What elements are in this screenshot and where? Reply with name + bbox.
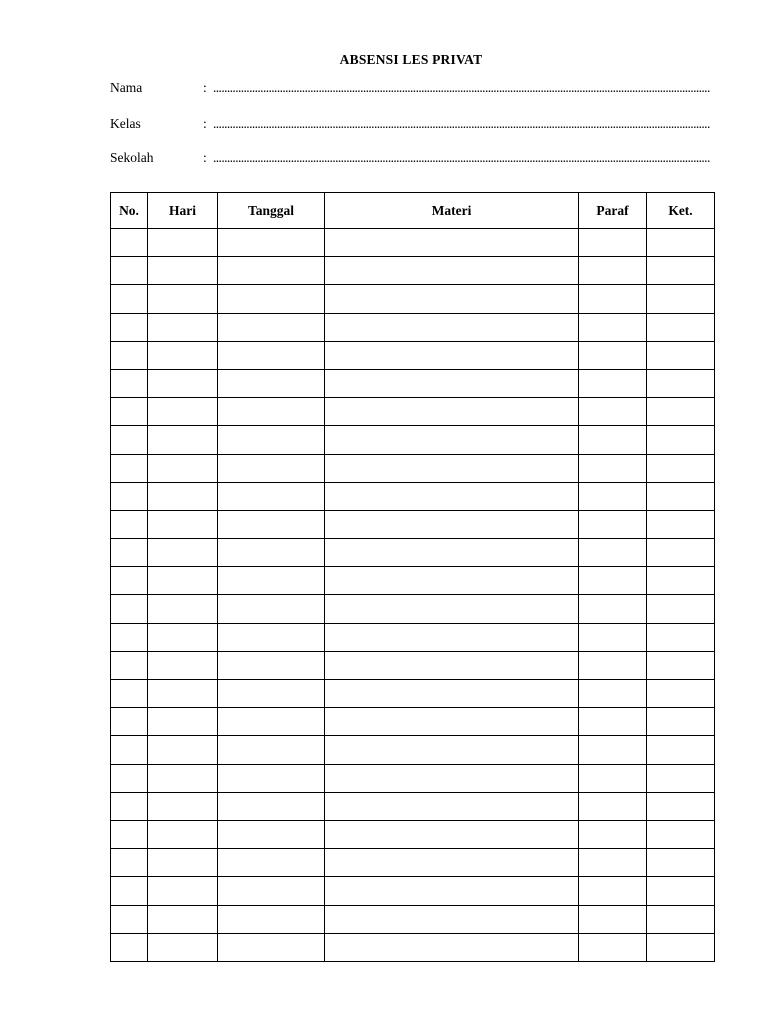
table-row bbox=[111, 398, 715, 426]
cell-hari[interactable] bbox=[148, 764, 218, 792]
cell-ket[interactable] bbox=[647, 792, 715, 820]
cell-no[interactable] bbox=[111, 313, 148, 341]
cell-hari[interactable] bbox=[148, 398, 218, 426]
cell-tanggal[interactable] bbox=[218, 567, 325, 595]
cell-paraf[interactable] bbox=[579, 905, 647, 933]
field-blank-line[interactable] bbox=[213, 150, 710, 166]
table-row bbox=[111, 764, 715, 792]
cell-no[interactable] bbox=[111, 849, 148, 877]
cell-ket[interactable] bbox=[647, 680, 715, 708]
column-header-hari: Hari bbox=[148, 193, 218, 229]
cell-materi[interactable] bbox=[325, 229, 579, 257]
cell-materi[interactable] bbox=[325, 933, 579, 961]
cell-tanggal[interactable] bbox=[218, 849, 325, 877]
cell-ket[interactable] bbox=[647, 313, 715, 341]
table-row bbox=[111, 736, 715, 764]
cell-tanggal[interactable] bbox=[218, 651, 325, 679]
cell-ket[interactable] bbox=[647, 341, 715, 369]
cell-materi[interactable] bbox=[325, 398, 579, 426]
cell-ket[interactable] bbox=[647, 482, 715, 510]
cell-no[interactable] bbox=[111, 567, 148, 595]
cell-tanggal[interactable] bbox=[218, 792, 325, 820]
cell-ket[interactable] bbox=[647, 736, 715, 764]
cell-tanggal[interactable] bbox=[218, 398, 325, 426]
cell-materi[interactable] bbox=[325, 905, 579, 933]
field-separator: : bbox=[203, 150, 207, 165]
cell-no[interactable] bbox=[111, 398, 148, 426]
cell-no[interactable] bbox=[111, 510, 148, 538]
cell-hari[interactable] bbox=[148, 313, 218, 341]
cell-paraf[interactable] bbox=[579, 398, 647, 426]
cell-hari[interactable] bbox=[148, 905, 218, 933]
cell-paraf[interactable] bbox=[579, 595, 647, 623]
table-row bbox=[111, 313, 715, 341]
cell-hari[interactable] bbox=[148, 792, 218, 820]
cell-no[interactable] bbox=[111, 595, 148, 623]
cell-ket[interactable] bbox=[647, 539, 715, 567]
table-row bbox=[111, 849, 715, 877]
cell-no[interactable] bbox=[111, 539, 148, 567]
cell-ket[interactable] bbox=[647, 398, 715, 426]
cell-tanggal[interactable] bbox=[218, 623, 325, 651]
table-row bbox=[111, 229, 715, 257]
cell-materi[interactable] bbox=[325, 257, 579, 285]
cell-no[interactable] bbox=[111, 651, 148, 679]
cell-ket[interactable] bbox=[647, 708, 715, 736]
field-kelas bbox=[110, 116, 710, 136]
cell-no[interactable] bbox=[111, 623, 148, 651]
cell-paraf[interactable] bbox=[579, 736, 647, 764]
cell-tanggal[interactable] bbox=[218, 933, 325, 961]
cell-no[interactable] bbox=[111, 933, 148, 961]
cell-paraf[interactable] bbox=[579, 341, 647, 369]
cell-hari[interactable] bbox=[148, 680, 218, 708]
cell-materi[interactable] bbox=[325, 595, 579, 623]
cell-paraf[interactable] bbox=[579, 482, 647, 510]
cell-ket[interactable] bbox=[647, 285, 715, 313]
field-sekolah bbox=[110, 150, 710, 170]
cell-ket[interactable] bbox=[647, 877, 715, 905]
cell-tanggal[interactable] bbox=[218, 341, 325, 369]
column-header-no: No. bbox=[111, 193, 148, 229]
cell-ket[interactable] bbox=[647, 764, 715, 792]
cell-no[interactable] bbox=[111, 708, 148, 736]
table-header-row bbox=[111, 193, 715, 229]
cell-paraf[interactable] bbox=[579, 849, 647, 877]
table-row bbox=[111, 454, 715, 482]
cell-ket[interactable] bbox=[647, 623, 715, 651]
cell-no[interactable] bbox=[111, 792, 148, 820]
table-row bbox=[111, 567, 715, 595]
cell-tanggal[interactable] bbox=[218, 426, 325, 454]
table-row bbox=[111, 623, 715, 651]
column-header-tanggal: Tanggal bbox=[218, 193, 325, 229]
cell-hari[interactable] bbox=[148, 567, 218, 595]
table-row bbox=[111, 792, 715, 820]
cell-hari[interactable] bbox=[148, 708, 218, 736]
cell-materi[interactable] bbox=[325, 792, 579, 820]
cell-tanggal[interactable] bbox=[218, 764, 325, 792]
cell-materi[interactable] bbox=[325, 341, 579, 369]
cell-tanggal[interactable] bbox=[218, 595, 325, 623]
cell-tanggal[interactable] bbox=[218, 820, 325, 848]
cell-materi[interactable] bbox=[325, 426, 579, 454]
cell-tanggal[interactable] bbox=[218, 369, 325, 397]
cell-hari[interactable] bbox=[148, 454, 218, 482]
table-row bbox=[111, 820, 715, 848]
field-separator: : bbox=[203, 80, 207, 95]
cell-paraf[interactable] bbox=[579, 764, 647, 792]
cell-hari[interactable] bbox=[148, 933, 218, 961]
cell-ket[interactable] bbox=[647, 369, 715, 397]
cell-ket[interactable] bbox=[647, 426, 715, 454]
cell-tanggal[interactable] bbox=[218, 539, 325, 567]
cell-materi[interactable] bbox=[325, 820, 579, 848]
cell-paraf[interactable] bbox=[579, 820, 647, 848]
cell-hari[interactable] bbox=[148, 651, 218, 679]
cell-materi[interactable] bbox=[325, 849, 579, 877]
cell-no[interactable] bbox=[111, 680, 148, 708]
field-label-nama: Nama bbox=[110, 80, 143, 95]
cell-paraf[interactable] bbox=[579, 229, 647, 257]
cell-no[interactable] bbox=[111, 764, 148, 792]
cell-paraf[interactable] bbox=[579, 539, 647, 567]
table-row bbox=[111, 369, 715, 397]
cell-no[interactable] bbox=[111, 736, 148, 764]
field-blank-line[interactable] bbox=[213, 80, 710, 96]
cell-hari[interactable] bbox=[148, 736, 218, 764]
table-row bbox=[111, 595, 715, 623]
table-row bbox=[111, 708, 715, 736]
column-header-paraf: Paraf bbox=[579, 193, 647, 229]
cell-materi[interactable] bbox=[325, 708, 579, 736]
cell-ket[interactable] bbox=[647, 651, 715, 679]
cell-ket[interactable] bbox=[647, 454, 715, 482]
cell-tanggal[interactable] bbox=[218, 708, 325, 736]
cell-hari[interactable] bbox=[148, 229, 218, 257]
cell-materi[interactable] bbox=[325, 285, 579, 313]
cell-paraf[interactable] bbox=[579, 454, 647, 482]
cell-tanggal[interactable] bbox=[218, 877, 325, 905]
cell-no[interactable] bbox=[111, 341, 148, 369]
cell-materi[interactable] bbox=[325, 764, 579, 792]
cell-materi[interactable] bbox=[325, 680, 579, 708]
cell-hari[interactable] bbox=[148, 257, 218, 285]
cell-tanggal[interactable] bbox=[218, 229, 325, 257]
cell-no[interactable] bbox=[111, 229, 148, 257]
table-row bbox=[111, 341, 715, 369]
cell-materi[interactable] bbox=[325, 539, 579, 567]
cell-tanggal[interactable] bbox=[218, 905, 325, 933]
attendance-table bbox=[110, 192, 715, 962]
cell-hari[interactable] bbox=[148, 426, 218, 454]
table-row bbox=[111, 680, 715, 708]
cell-hari[interactable] bbox=[148, 623, 218, 651]
field-separator: : bbox=[203, 116, 207, 131]
document-title: ABSENSI LES PRIVAT bbox=[339, 52, 483, 67]
table-row bbox=[111, 426, 715, 454]
cell-paraf[interactable] bbox=[579, 623, 647, 651]
table-row bbox=[111, 285, 715, 313]
table-row bbox=[111, 651, 715, 679]
cell-paraf[interactable] bbox=[579, 257, 647, 285]
table-row bbox=[111, 877, 715, 905]
cell-hari[interactable] bbox=[148, 510, 218, 538]
cell-no[interactable] bbox=[111, 482, 148, 510]
table-row bbox=[111, 482, 715, 510]
cell-ket[interactable] bbox=[647, 257, 715, 285]
cell-ket[interactable] bbox=[647, 820, 715, 848]
cell-tanggal[interactable] bbox=[218, 482, 325, 510]
cell-ket[interactable] bbox=[647, 595, 715, 623]
cell-no[interactable] bbox=[111, 454, 148, 482]
table-row bbox=[111, 539, 715, 567]
cell-tanggal[interactable] bbox=[218, 510, 325, 538]
field-nama bbox=[110, 80, 710, 100]
cell-no[interactable] bbox=[111, 877, 148, 905]
cell-paraf[interactable] bbox=[579, 510, 647, 538]
table-body bbox=[111, 229, 715, 962]
cell-paraf[interactable] bbox=[579, 877, 647, 905]
field-label-kelas: Kelas bbox=[110, 116, 141, 131]
cell-no[interactable] bbox=[111, 369, 148, 397]
column-header-ket: Ket. bbox=[647, 193, 715, 229]
table-row bbox=[111, 510, 715, 538]
cell-paraf[interactable] bbox=[579, 567, 647, 595]
cell-paraf[interactable] bbox=[579, 369, 647, 397]
cell-paraf[interactable] bbox=[579, 708, 647, 736]
cell-ket[interactable] bbox=[647, 905, 715, 933]
cell-tanggal[interactable] bbox=[218, 313, 325, 341]
cell-materi[interactable] bbox=[325, 313, 579, 341]
cell-paraf[interactable] bbox=[579, 680, 647, 708]
table-row bbox=[111, 905, 715, 933]
cell-hari[interactable] bbox=[148, 369, 218, 397]
cell-tanggal[interactable] bbox=[218, 736, 325, 764]
cell-no[interactable] bbox=[111, 426, 148, 454]
cell-ket[interactable] bbox=[647, 933, 715, 961]
cell-tanggal[interactable] bbox=[218, 285, 325, 313]
cell-hari[interactable] bbox=[148, 482, 218, 510]
cell-paraf[interactable] bbox=[579, 933, 647, 961]
table-row bbox=[111, 933, 715, 961]
cell-hari[interactable] bbox=[148, 820, 218, 848]
cell-materi[interactable] bbox=[325, 877, 579, 905]
cell-hari[interactable] bbox=[148, 849, 218, 877]
cell-paraf[interactable] bbox=[579, 285, 647, 313]
cell-no[interactable] bbox=[111, 820, 148, 848]
cell-tanggal[interactable] bbox=[218, 680, 325, 708]
cell-paraf[interactable] bbox=[579, 426, 647, 454]
cell-ket[interactable] bbox=[647, 229, 715, 257]
column-header-materi: Materi bbox=[325, 193, 579, 229]
cell-hari[interactable] bbox=[148, 877, 218, 905]
cell-tanggal[interactable] bbox=[218, 454, 325, 482]
cell-ket[interactable] bbox=[647, 510, 715, 538]
field-blank-line[interactable] bbox=[213, 116, 710, 132]
cell-no[interactable] bbox=[111, 905, 148, 933]
field-label-sekolah: Sekolah bbox=[110, 150, 154, 165]
cell-materi[interactable] bbox=[325, 454, 579, 482]
cell-tanggal[interactable] bbox=[218, 257, 325, 285]
table-row bbox=[111, 257, 715, 285]
cell-materi[interactable] bbox=[325, 369, 579, 397]
cell-hari[interactable] bbox=[148, 341, 218, 369]
cell-materi[interactable] bbox=[325, 651, 579, 679]
cell-ket[interactable] bbox=[647, 567, 715, 595]
cell-hari[interactable] bbox=[148, 539, 218, 567]
cell-hari[interactable] bbox=[148, 285, 218, 313]
cell-ket[interactable] bbox=[647, 849, 715, 877]
cell-no[interactable] bbox=[111, 285, 148, 313]
cell-materi[interactable] bbox=[325, 736, 579, 764]
cell-paraf[interactable] bbox=[579, 313, 647, 341]
cell-no[interactable] bbox=[111, 257, 148, 285]
cell-paraf[interactable] bbox=[579, 651, 647, 679]
cell-materi[interactable] bbox=[325, 482, 579, 510]
cell-hari[interactable] bbox=[148, 595, 218, 623]
cell-materi[interactable] bbox=[325, 510, 579, 538]
cell-materi[interactable] bbox=[325, 623, 579, 651]
cell-paraf[interactable] bbox=[579, 792, 647, 820]
cell-materi[interactable] bbox=[325, 567, 579, 595]
